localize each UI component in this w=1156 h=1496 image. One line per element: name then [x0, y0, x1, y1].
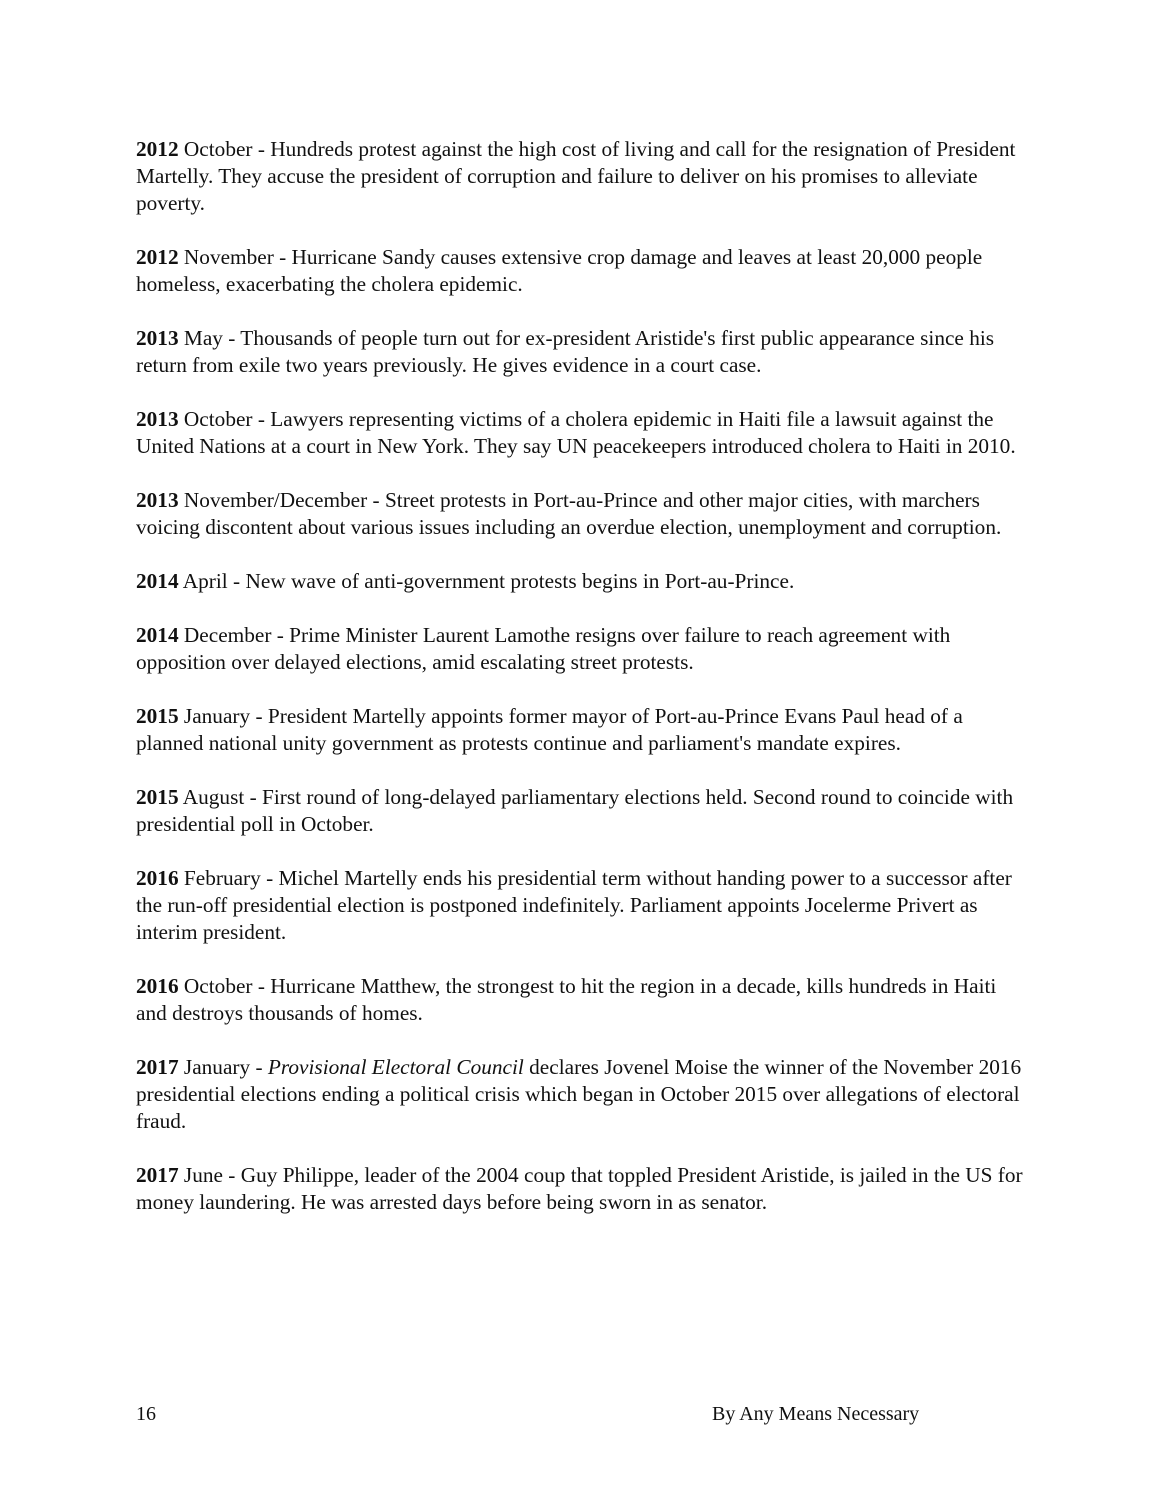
- entry-year: 2014: [136, 569, 179, 593]
- entry-year: 2013: [136, 407, 179, 431]
- timeline-entry: [136, 703, 1026, 757]
- entry-text: June - Guy Philippe, leader of the 2004 coup that toppled President Aristide, is jailed in the US for money laundering. He was arrested days before being sworn in as senator.: [136, 1163, 1023, 1214]
- entry-text: December - Prime Minister Laurent Lamothe resigns over failure to reach agreement with opposition over delayed elections, amid escalating street protests.: [136, 623, 951, 674]
- entry-text: October - Hurricane Matthew, the strongest to hit the region in a decade, kills hundreds in Haiti and destroys thousands of homes.: [136, 974, 997, 1025]
- timeline-list: [136, 136, 1026, 1243]
- entry-year: 2014: [136, 623, 179, 647]
- timeline-entry: [136, 784, 1026, 838]
- entry-text: May - Thousands of people turn out for ex-president Aristide's first public appearance since his return from exile two years previously. He gives evidence in a court case.: [136, 326, 995, 377]
- entry-text: August - First round of long-delayed parliamentary elections held. Second round to coincide with presidential poll in October.: [136, 785, 1014, 836]
- entry-text-lead: January -: [178, 1055, 268, 1079]
- entry-year: 2015: [136, 704, 179, 728]
- entry-year: 2016: [136, 866, 179, 890]
- timeline-entry: [136, 1162, 1026, 1216]
- entry-text: October - Hundreds protest against the high cost of living and call for the resignation of President Martelly. They accuse the president of corruption and failure to deliver on his promises to alleviate poverty.: [136, 137, 1016, 215]
- entry-text: November/December - Street protests in Port-au-Prince and other major cities, with marchers voicing discontent about various issues including an overdue election, unemployment and corruption.: [136, 488, 1002, 539]
- entry-text: October - Lawyers representing victims of a cholera epidemic in Haiti file a lawsuit against the United Nations at a court in New York. They say UN peacekeepers introduced cholera to Haiti in 2010.: [136, 407, 1016, 458]
- entry-year: 2013: [136, 326, 179, 350]
- timeline-entry: [136, 136, 1026, 217]
- entry-year: 2015: [136, 785, 179, 809]
- entry-year: 2013: [136, 488, 179, 512]
- timeline-entry: [136, 1054, 1026, 1135]
- page-number: 16: [136, 1403, 156, 1425]
- timeline-entry: [136, 406, 1026, 460]
- entry-text: declares Jovenel Moise the winner of the November 2016 presidential elections ending a political crisis which began in October 2015 over allegations of electoral fraud.: [136, 1055, 1022, 1133]
- entry-italic-term: Provisional Electoral Council: [267, 1055, 524, 1079]
- entry-year: 2016: [136, 974, 179, 998]
- entry-text: April - New wave of anti-government protests begins in Port-au-Prince.: [178, 569, 795, 593]
- timeline-entry: [136, 622, 1026, 676]
- timeline-entry: [136, 487, 1026, 541]
- entry-year: 2012: [136, 245, 179, 269]
- entry-year: 2017: [136, 1055, 179, 1079]
- entry-year: 2012: [136, 137, 179, 161]
- running-footer-title: By Any Means Necessary: [712, 1403, 920, 1425]
- timeline-entry: [136, 325, 1026, 379]
- entry-text: January - President Martelly appoints former mayor of Port-au-Prince Evans Paul head of a planned national unity government as protests continue and parliament's mandate expires.: [136, 704, 963, 755]
- entry-year: 2017: [136, 1163, 179, 1187]
- entry-text: November - Hurricane Sandy causes extensive crop damage and leaves at least 20,000 people homeless, exacerbating the cholera epidemic.: [136, 245, 983, 296]
- timeline-entry: [136, 865, 1026, 946]
- entry-text: February - Michel Martelly ends his presidential term without handing power to a successor after the run-off presidential election is postponed indefinitely. Parliament appoints Jocelerme Privert as interim president.: [136, 866, 1012, 944]
- timeline-entry: [136, 973, 1026, 1027]
- timeline-entry: [136, 568, 1026, 595]
- timeline-entry: [136, 244, 1026, 298]
